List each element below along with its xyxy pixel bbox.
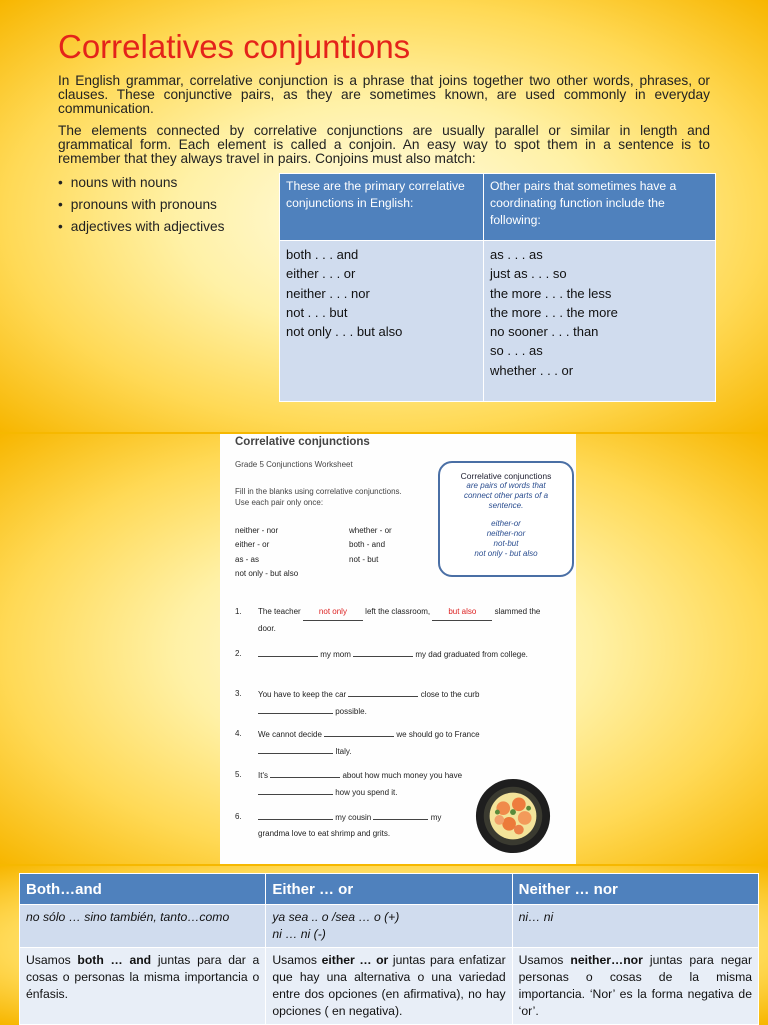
other-pairs-cell [484, 241, 716, 402]
question-number: 4. [235, 729, 242, 738]
text-part: my dad graduated from college. [415, 650, 528, 659]
text-part: The teacher [258, 607, 301, 616]
text-part: left the classroom, [365, 607, 431, 616]
answer-blank [324, 726, 394, 737]
text-part: how you spend it. [335, 788, 398, 797]
worksheet-subtitle: Grade 5 Conjunctions Worksheet [235, 460, 353, 469]
emphasis-text: either … or [321, 953, 389, 967]
answer-blank: not only [303, 604, 363, 621]
answer-blank [373, 809, 428, 820]
text-part: slammed the door. [258, 607, 541, 633]
text-part: possible. [335, 707, 367, 716]
text-part: Usamos [26, 953, 78, 967]
answer-blank [348, 686, 418, 697]
list-item: so . . . as [490, 343, 543, 359]
text-part: Usamos [272, 953, 322, 967]
shrimp-grits-plate-image [474, 777, 552, 855]
list-item: the more . . . the less [490, 285, 612, 301]
text-part: my [430, 813, 442, 822]
text-part: We cannot decide [258, 730, 322, 739]
text-part: It's [258, 771, 268, 780]
text-part: Italy. [335, 747, 352, 756]
list-item: not . . . but [286, 304, 348, 320]
question-2 [235, 646, 555, 678]
conjunction-usage-table [19, 873, 759, 1025]
translation-cell: ni… ni [512, 905, 758, 948]
text-part: juntas para dar a cosas o personas la misma importancia o énfasis. [26, 953, 260, 1001]
question-number: 6. [235, 812, 242, 821]
match-bullet-list [58, 172, 224, 238]
intro-paragraph: In English grammar, correlative conjunction is a phrase that joins together two other words, phrases, or clauses. These conjunctive pairs, as they are sometimes known, are used commonly in everyday communication. [58, 73, 710, 116]
question-text [258, 686, 558, 720]
table-header-other: Other pairs that sometimes have a coordinating function include the following: [484, 174, 716, 241]
answer-blank [258, 809, 333, 820]
slide-title: Correlatives conjuntions [58, 28, 411, 65]
slide-worksheet [0, 434, 768, 864]
text-part: grandma love to eat shrimp and grits. [258, 829, 391, 838]
translation-cell: no sólo … sino también, tanto…como [20, 905, 266, 948]
word-pair: both - and [349, 540, 386, 549]
word-pair: not only - but also [235, 569, 299, 578]
definition-example: not only - but also [474, 549, 538, 558]
slide-correlatives [0, 0, 768, 432]
answer-blank: but also [432, 604, 492, 621]
column-header-both-and: Both…and [20, 874, 266, 905]
list-item: as . . . as [490, 247, 543, 262]
question-1 [235, 604, 555, 636]
text-part: my mom [320, 650, 351, 659]
text-part: juntas para negar personas o cosas de la misma importancia. ‘Nor’ es la forma negativa de ‘or’. [518, 953, 752, 1018]
definition-heading: Correlative conjunctions [460, 471, 552, 481]
list-item: the more . . . the more [490, 304, 618, 320]
column-header-neither-nor: Neither … nor [512, 874, 758, 905]
question-text [258, 604, 558, 637]
definition-example: not-but [493, 539, 519, 548]
definition-example: either-or [491, 519, 521, 528]
text-part: close to the curb [420, 690, 480, 699]
text-part: You have to keep the car [258, 690, 347, 699]
column-header-either-or: Either … or [266, 874, 512, 905]
slide-spanish-table [0, 866, 768, 1024]
answer-blank [258, 703, 333, 714]
word-pair: neither - nor [235, 526, 279, 535]
table-header-primary: These are the primary correlative conjunctions in English: [280, 174, 484, 241]
question-number: 5. [235, 770, 242, 779]
text-part: about how much money you have [342, 771, 463, 780]
emphasis-text: neither…nor [570, 953, 643, 967]
conjunctions-table [279, 173, 716, 402]
text-part: we should go to France [396, 730, 480, 739]
primary-pairs-cell [280, 241, 484, 402]
definition-text: are pairs of words that connect other parts of a sentence. [463, 481, 549, 510]
word-pair: not - but [349, 555, 379, 564]
definition-box [438, 461, 574, 577]
word-pair: as - as [235, 555, 260, 564]
answer-blank [258, 784, 333, 795]
list-item: no sooner . . . than [490, 324, 599, 340]
text-part: juntas para enfatizar que hay una alternativa o una variedad entre dos opciones (en afirmativa), no hay opciones ( en negativa). [272, 953, 506, 1018]
question-number: 2. [235, 649, 242, 658]
bullet-item: • pronouns with pronouns [58, 194, 224, 216]
answer-blank [258, 646, 318, 657]
answer-blank [258, 743, 333, 754]
translation-cell: ya sea .. o /sea … o (+) ni … ni (-) [266, 905, 512, 948]
list-item: just as . . . so [490, 266, 567, 282]
question-text [258, 646, 558, 663]
question-4 [235, 726, 555, 758]
question-text [258, 809, 468, 842]
worksheet-image [220, 434, 576, 864]
list-item: both . . . and [286, 247, 359, 262]
worksheet-title: Correlative conjunctions [235, 436, 370, 448]
question-number: 1. [235, 607, 242, 616]
text-part: my cousin [335, 813, 372, 822]
list-item: either . . . or [286, 266, 356, 282]
answer-blank [270, 767, 340, 778]
question-text [258, 726, 558, 760]
bullet-item: • adjectives with adjectives [58, 216, 224, 238]
list-item: neither . . . nor [286, 285, 370, 301]
question-text [258, 767, 463, 801]
list-item: not only . . . but also [286, 324, 403, 340]
emphasis-text: both … and [77, 953, 152, 967]
usage-cell [20, 948, 266, 1025]
list-item: whether . . . or [490, 362, 574, 378]
question-3 [235, 686, 555, 718]
text-part: Usamos [518, 953, 571, 967]
question-number: 3. [235, 689, 242, 698]
word-pair: either - or [235, 540, 270, 549]
word-pair: whether - or [349, 526, 392, 535]
elements-paragraph: The elements connected by correlative conjunctions are usually parallel or similar in length and grammatical form. Each element is called a conjoin. An easy way to spot them in a sentence is to remember that they always travel in pairs. Conjoins must also match: [58, 123, 710, 166]
bullet-item: • nouns with nouns [58, 172, 224, 194]
answer-blank [353, 646, 413, 657]
usage-cell [512, 948, 758, 1025]
worksheet-instructions: Fill in the blanks using correlative conjunctions. Use each pair only once: [235, 487, 402, 507]
usage-cell [266, 948, 512, 1025]
definition-example: neither-nor [486, 529, 526, 538]
